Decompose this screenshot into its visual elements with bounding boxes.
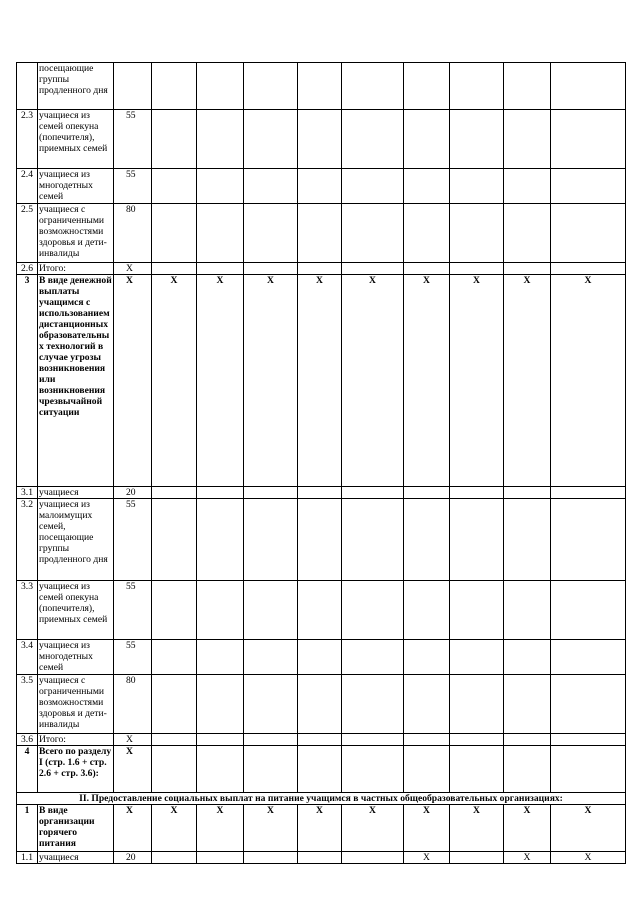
data-cell — [244, 204, 298, 263]
data-cell — [197, 110, 244, 169]
data-cell — [551, 169, 626, 204]
data-cell — [450, 110, 504, 169]
data-cell: Х — [504, 275, 551, 487]
data-cell: Х — [342, 275, 404, 487]
row-label-cell: В виде организации горячего питания — [38, 805, 114, 852]
row-label-cell: учащиеся — [38, 852, 114, 864]
data-cell — [152, 63, 197, 110]
data-cell — [450, 852, 504, 864]
data-cell — [504, 63, 551, 110]
data-cell — [404, 63, 450, 110]
data-cell — [298, 640, 342, 675]
table-row — [17, 746, 626, 793]
table-row — [17, 275, 626, 487]
payments-table — [16, 62, 626, 864]
data-cell — [504, 640, 551, 675]
data-cell — [450, 675, 504, 734]
data-cell — [551, 499, 626, 581]
data-cell — [551, 110, 626, 169]
data-cell: Х — [404, 805, 450, 852]
row-label-cell: учащиеся из малоимущих семей, посещающие группы продленного дня — [38, 499, 114, 581]
data-cell — [197, 581, 244, 640]
data-cell — [197, 63, 244, 110]
data-cell — [404, 169, 450, 204]
data-cell — [244, 499, 298, 581]
table-row — [17, 581, 626, 640]
data-cell — [450, 746, 504, 793]
table-row — [17, 805, 626, 852]
data-cell — [450, 204, 504, 263]
data-cell — [244, 746, 298, 793]
data-cell — [342, 110, 404, 169]
data-cell — [342, 499, 404, 581]
data-cell — [450, 581, 504, 640]
data-cell — [244, 640, 298, 675]
data-cell — [197, 204, 244, 263]
row-label-cell: учащиеся из семей опекуна (попечителя), приемных семей — [38, 110, 114, 169]
data-cell — [197, 746, 244, 793]
data-cell — [244, 110, 298, 169]
data-cell — [404, 581, 450, 640]
rate-value-cell: 55 — [114, 499, 152, 581]
row-number-cell: 2.5 — [17, 204, 38, 263]
data-cell: Х — [504, 805, 551, 852]
data-cell — [244, 675, 298, 734]
data-cell — [342, 63, 404, 110]
data-cell — [298, 675, 342, 734]
table-body — [17, 63, 626, 864]
data-cell — [152, 852, 197, 864]
table-row — [17, 263, 626, 275]
rate-value-cell — [114, 63, 152, 110]
data-cell — [504, 110, 551, 169]
data-cell — [504, 675, 551, 734]
data-cell — [244, 487, 298, 499]
data-cell — [404, 263, 450, 275]
data-cell — [551, 746, 626, 793]
data-cell: Х — [152, 275, 197, 487]
data-cell — [342, 204, 404, 263]
data-cell: Х — [450, 275, 504, 487]
data-cell — [152, 581, 197, 640]
data-cell: Х — [152, 805, 197, 852]
data-cell: Х — [551, 805, 626, 852]
row-label-cell: Итого: — [38, 734, 114, 746]
data-cell — [152, 499, 197, 581]
data-cell — [404, 499, 450, 581]
table-row — [17, 499, 626, 581]
data-cell: Х — [244, 805, 298, 852]
data-cell — [342, 746, 404, 793]
data-cell — [504, 204, 551, 263]
data-cell — [298, 852, 342, 864]
data-cell: Х — [197, 805, 244, 852]
rate-value-cell: 20 — [114, 852, 152, 864]
data-cell — [551, 734, 626, 746]
row-label-cell: учащиеся с ограниченными возможностями здоровья и дети-инвалиды — [38, 675, 114, 734]
table-row — [17, 487, 626, 499]
data-cell — [152, 675, 197, 734]
row-number-cell: 3.5 — [17, 675, 38, 734]
row-number-cell: 3.3 — [17, 581, 38, 640]
data-cell — [551, 675, 626, 734]
data-cell — [152, 110, 197, 169]
data-cell — [504, 263, 551, 275]
data-cell — [244, 169, 298, 204]
data-cell: Х — [298, 805, 342, 852]
row-number-cell: 3.1 — [17, 487, 38, 499]
data-cell — [152, 734, 197, 746]
rate-value-cell: Х — [114, 275, 152, 487]
data-cell — [298, 63, 342, 110]
rate-value-cell: 55 — [114, 640, 152, 675]
data-cell — [504, 746, 551, 793]
row-number-cell: 4 — [17, 746, 38, 793]
data-cell — [197, 263, 244, 275]
data-cell — [197, 499, 244, 581]
table-row — [17, 169, 626, 204]
data-cell — [504, 169, 551, 204]
data-cell — [450, 640, 504, 675]
data-cell — [551, 263, 626, 275]
row-label-cell: Итого: — [38, 263, 114, 275]
data-cell — [342, 852, 404, 864]
row-number-cell: 2.4 — [17, 169, 38, 204]
table-row — [17, 640, 626, 675]
data-cell — [152, 263, 197, 275]
row-number-cell: 3.2 — [17, 499, 38, 581]
rate-value-cell: 55 — [114, 581, 152, 640]
rate-value-cell: 80 — [114, 204, 152, 263]
data-cell — [152, 487, 197, 499]
data-cell — [244, 263, 298, 275]
data-cell — [152, 640, 197, 675]
data-cell — [298, 169, 342, 204]
row-label-cell: учащиеся из многодетных семей — [38, 169, 114, 204]
data-cell — [197, 487, 244, 499]
data-cell — [342, 734, 404, 746]
data-cell — [298, 204, 342, 263]
table-row — [17, 675, 626, 734]
data-cell — [504, 487, 551, 499]
row-number-cell: 2.6 — [17, 263, 38, 275]
row-number-cell: 2.3 — [17, 110, 38, 169]
data-cell — [152, 169, 197, 204]
table-row — [17, 63, 626, 110]
data-cell — [551, 581, 626, 640]
row-label-cell: посещающие группы продленного дня — [38, 63, 114, 110]
data-cell — [298, 581, 342, 640]
rate-value-cell: 80 — [114, 675, 152, 734]
rate-value-cell: 20 — [114, 487, 152, 499]
rate-value-cell: Х — [114, 734, 152, 746]
data-cell — [504, 581, 551, 640]
row-label-cell: учащиеся с ограниченными возможностями здоровья и дети-инвалиды — [38, 204, 114, 263]
data-cell: Х — [197, 275, 244, 487]
row-label-cell: учащиеся из семей опекуна (попечителя), приемных семей — [38, 581, 114, 640]
data-cell: Х — [342, 805, 404, 852]
table-row — [17, 204, 626, 263]
data-cell — [298, 263, 342, 275]
data-cell — [551, 204, 626, 263]
data-cell — [342, 675, 404, 734]
data-cell — [450, 487, 504, 499]
data-cell — [404, 746, 450, 793]
rate-value-cell: 55 — [114, 169, 152, 204]
section-banner-row — [17, 793, 626, 805]
data-cell — [342, 169, 404, 204]
data-cell — [244, 581, 298, 640]
data-cell: Х — [504, 852, 551, 864]
data-cell — [298, 734, 342, 746]
rate-value-cell: 55 — [114, 110, 152, 169]
data-cell — [551, 487, 626, 499]
data-cell — [404, 734, 450, 746]
data-cell — [504, 499, 551, 581]
data-cell — [450, 734, 504, 746]
data-cell — [404, 640, 450, 675]
rate-value-cell: Х — [114, 746, 152, 793]
document-table-container — [16, 62, 626, 864]
data-cell — [298, 746, 342, 793]
data-cell — [450, 263, 504, 275]
data-cell — [298, 110, 342, 169]
data-cell — [404, 204, 450, 263]
data-cell — [342, 581, 404, 640]
row-number-cell — [17, 63, 38, 110]
row-number-cell: 1 — [17, 805, 38, 852]
data-cell — [342, 487, 404, 499]
row-number-cell: 3 — [17, 275, 38, 487]
data-cell — [404, 487, 450, 499]
data-cell — [197, 169, 244, 204]
row-label-cell: учащиеся из многодетных семей — [38, 640, 114, 675]
data-cell — [404, 110, 450, 169]
data-cell — [152, 204, 197, 263]
data-cell: Х — [404, 852, 450, 864]
data-cell — [197, 675, 244, 734]
row-number-cell: 3.4 — [17, 640, 38, 675]
data-cell: Х — [551, 275, 626, 487]
table-row — [17, 110, 626, 169]
row-number-cell: 1.1 — [17, 852, 38, 864]
data-cell: Х — [244, 275, 298, 487]
data-cell: Х — [298, 275, 342, 487]
data-cell — [342, 640, 404, 675]
data-cell: Х — [450, 805, 504, 852]
data-cell — [244, 63, 298, 110]
data-cell — [298, 487, 342, 499]
data-cell — [197, 734, 244, 746]
data-cell — [197, 640, 244, 675]
data-cell — [342, 263, 404, 275]
data-cell — [450, 63, 504, 110]
data-cell — [197, 852, 244, 864]
data-cell — [404, 675, 450, 734]
data-cell — [298, 499, 342, 581]
data-cell — [450, 169, 504, 204]
row-label-cell: В виде денежной выплаты учащимся с использованием дистанционных образовательных технологий в случае угрозы возникновения или возникновения чрезвычайной ситуации — [38, 275, 114, 487]
rate-value-cell: Х — [114, 263, 152, 275]
data-cell — [450, 499, 504, 581]
row-number-cell: 3.6 — [17, 734, 38, 746]
section-heading: II. Предоставление социальных выплат на питание учащимся в частных общеобразовательных организациях: — [17, 793, 626, 805]
data-cell — [504, 734, 551, 746]
rate-value-cell: Х — [114, 805, 152, 852]
data-cell: Х — [404, 275, 450, 487]
data-cell — [244, 852, 298, 864]
row-label-cell: Всего по разделу I (стр. 1.6 + стр. 2.6 + стр. 3.6): — [38, 746, 114, 793]
data-cell — [551, 640, 626, 675]
data-cell: Х — [551, 852, 626, 864]
table-row — [17, 852, 626, 864]
data-cell — [152, 746, 197, 793]
data-cell — [244, 734, 298, 746]
data-cell — [551, 63, 626, 110]
table-row — [17, 734, 626, 746]
row-label-cell: учащиеся — [38, 487, 114, 499]
